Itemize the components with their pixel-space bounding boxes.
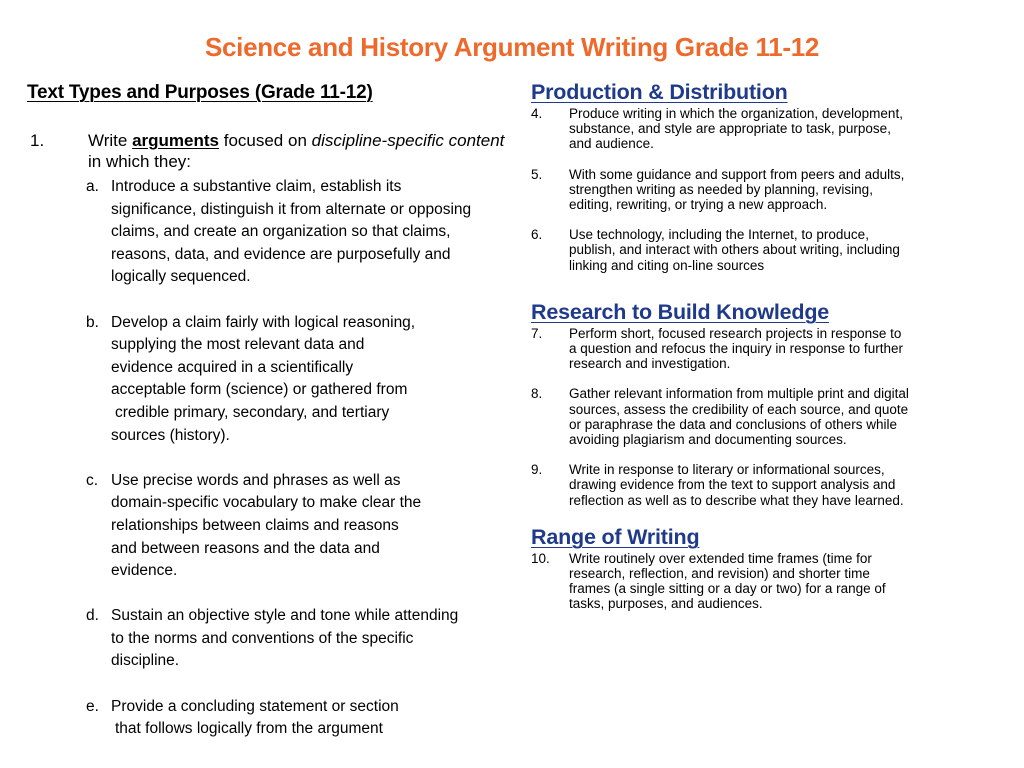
- sub-item-line: Sustain an objective style and tone while attending: [111, 607, 459, 625]
- sub-item-line: reasons, data, and evidence are purposefully and: [111, 245, 451, 263]
- standard-line: reflection as well as to describe what they have learned.: [569, 492, 904, 508]
- standard-line: sources, assess the credibility of each source, and quote: [569, 401, 909, 417]
- standard-line: substance, and style are appropriate to task, purpose,: [569, 121, 891, 137]
- standard-number: 7.: [531, 325, 543, 341]
- sub-item-line: sources (history).: [111, 426, 230, 444]
- standard-line: Produce writing in which the organization, development,: [569, 106, 903, 121]
- standard-line: With some guidance and support from peers and adults,: [569, 166, 905, 182]
- standard-line: Write routinely over extended time frames (time for: [569, 550, 872, 566]
- item-keyword: arguments: [132, 131, 219, 150]
- left-heading: Text Types and Purposes (Grade 11-12): [27, 82, 373, 103]
- standard-number: 8.: [531, 386, 543, 402]
- sub-item-letter: d.: [86, 607, 99, 625]
- standard-item: [531, 551, 971, 612]
- section-range-writing: [531, 523, 971, 612]
- sub-item-line: logically sequenced.: [111, 268, 251, 286]
- standard-line: a question and refocus the inquiry in response to further: [569, 341, 903, 357]
- standard-item: [531, 386, 971, 447]
- sub-item-line: discipline.: [111, 652, 180, 670]
- sub-item-line: that follows logically from the argument: [115, 720, 383, 738]
- sub-item-line: evidence.: [111, 562, 178, 580]
- section-production-distribution: [531, 78, 971, 273]
- sub-item-line: credible primary, secondary, and tertiary: [115, 403, 390, 421]
- standard-number: 10.: [531, 550, 550, 566]
- sub-item-line: to the norms and conventions of the specific: [111, 629, 414, 647]
- item-text-tail: in which they:: [88, 152, 191, 171]
- item-text-mid: focused on: [219, 131, 312, 150]
- standard-number: 6.: [531, 227, 543, 243]
- standard-item: [531, 462, 971, 508]
- standard-number: 5.: [531, 166, 543, 182]
- section-heading: Production & Distribution: [531, 80, 788, 104]
- item-text: [88, 130, 517, 172]
- standard-line: research and investigation.: [569, 356, 731, 372]
- standard-list: [531, 551, 971, 612]
- standard-number: 9.: [531, 462, 543, 478]
- sub-item: [27, 470, 517, 583]
- sub-item-list: [27, 176, 517, 741]
- standard-line: and audience.: [569, 136, 654, 152]
- standard-line: research, reflection, and revision) and shorter time: [569, 566, 870, 582]
- standard-line: Gather relevant information from multiple print and digital: [569, 386, 909, 402]
- sub-item-letter: c.: [86, 471, 99, 489]
- standard-item-1: [27, 130, 517, 172]
- sub-item: [27, 312, 517, 448]
- item-text-lead: Write: [88, 131, 133, 150]
- standard-item: [531, 326, 971, 372]
- standard-line: drawing evidence from the text to support analysis and: [569, 477, 896, 493]
- sub-item-line: supplying the most relevant data and: [111, 336, 365, 354]
- sub-item-line: significance, distinguish it from alternate or opposing: [111, 200, 472, 218]
- standard-line: tasks, purposes, and audiences.: [569, 596, 763, 612]
- sub-item-letter: b.: [86, 313, 99, 331]
- sub-item-line: Use precise words and phrases as well as: [111, 471, 401, 489]
- standard-list: [531, 326, 971, 508]
- standard-number: 4.: [531, 106, 543, 121]
- standard-line: Use technology, including the Internet, to produce,: [569, 227, 869, 243]
- sub-item: [27, 605, 517, 673]
- standard-line: Write in response to literary or informational sources,: [569, 462, 885, 478]
- standard-item: [531, 106, 971, 152]
- section-heading: Range of Writing: [531, 524, 700, 549]
- sub-item-line: Provide a concluding statement or section: [111, 697, 399, 715]
- standard-list: [531, 106, 971, 273]
- standard-line: frames (a single sitting or a day or two) for a range of: [569, 581, 886, 597]
- section-research-knowledge: [531, 298, 971, 508]
- standard-line: avoiding plagiarism and documenting sources.: [569, 432, 847, 448]
- sub-item: [27, 176, 517, 289]
- standard-line: editing, rewriting, or trying a new approach.: [569, 197, 828, 213]
- sub-item-line: domain-specific vocabulary to make clear the: [111, 494, 422, 512]
- standard-line: strengthen writing as needed by planning, revising,: [569, 181, 873, 197]
- standard-line: publish, and interact with others about writing, including: [569, 242, 900, 258]
- section-heading: Research to Build Knowledge: [531, 299, 830, 324]
- sub-item-line: and between reasons and the data and: [111, 539, 380, 557]
- sub-item-line: Introduce a substantive claim, establish its: [111, 178, 402, 195]
- standard-line: linking and citing on-line sources: [569, 257, 765, 273]
- standard-item: [531, 227, 971, 273]
- sub-item-line: Develop a claim fairly with logical reasoning,: [111, 313, 416, 331]
- right-column: [531, 78, 971, 627]
- sub-item-line: acceptable form (science) or gathered from: [111, 381, 408, 399]
- standard-line: or paraphrase the data and conclusions of others while: [569, 416, 897, 432]
- item-emphasis: discipline-specific content: [311, 131, 505, 150]
- sub-item-letter: e.: [86, 697, 99, 715]
- sub-item-line: claims, and create an organization so that claims,: [111, 223, 451, 241]
- standard-line: Perform short, focused research projects in response to: [569, 325, 902, 341]
- item-number: 1.: [30, 131, 45, 150]
- sub-item: [27, 696, 517, 741]
- slide-title: Science and History Argument Writing Grade 11-12: [204, 32, 820, 62]
- left-column: [27, 82, 517, 763]
- sub-item-line: relationships between claims and reasons: [111, 516, 399, 534]
- sub-item-line: evidence acquired in a scientifically: [111, 358, 354, 376]
- sub-item-letter: a.: [86, 178, 99, 195]
- standard-item: [531, 167, 971, 213]
